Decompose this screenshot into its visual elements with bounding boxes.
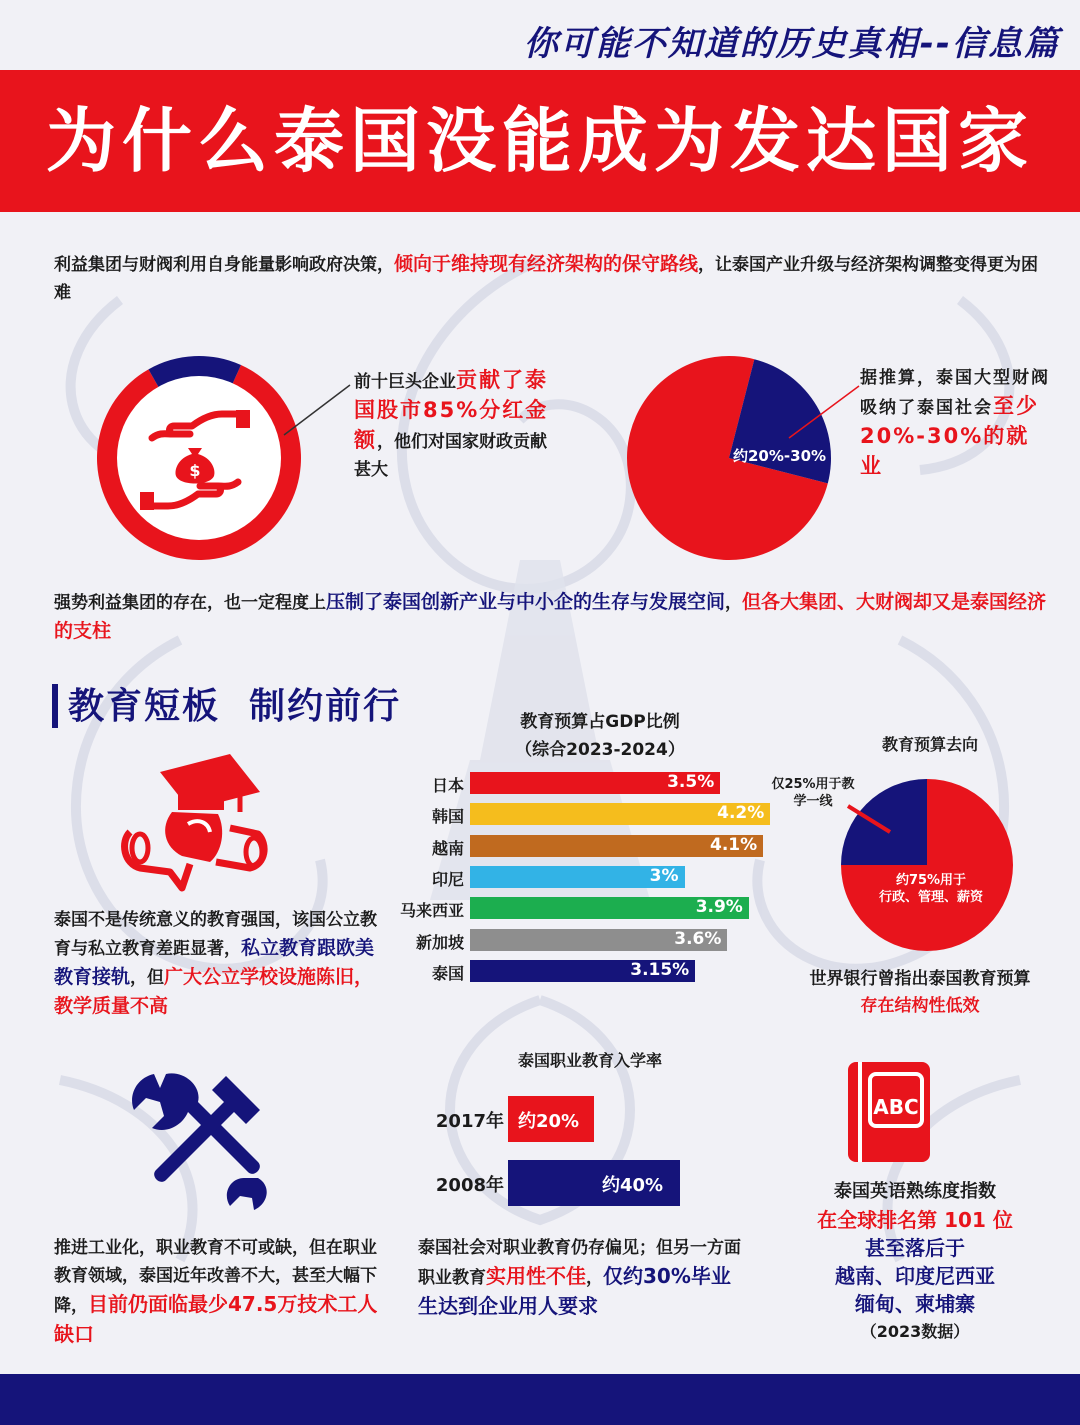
pie2-small-label: 仅25%用于教学一线 [771, 777, 855, 809]
voc-highlight: 目前仍面临最少47.5万技术工人缺口 [54, 1292, 378, 1346]
mid-highlight-navy: 压制了泰国创新产业与中小企的生存与发展空间 [326, 591, 726, 613]
vocational-year-label: 2017年 [435, 1111, 504, 1132]
voc2-highlight-red: 实用性不佳 [486, 1264, 586, 1288]
bar-category-label: 新加坡 [415, 932, 464, 952]
english-line2: 在全球排名第 101 位 [817, 1208, 1013, 1232]
voc2-text-1: 泰国社会对职业教育仍存偏见；但另一方面职业教育 [418, 1238, 741, 1288]
budget-allocation-pie-chart [840, 778, 1014, 952]
english-line1: 泰国英语熟练度指数 [834, 1181, 996, 1202]
english-proficiency-block [780, 1178, 1050, 1346]
graduation-diploma-icon [120, 752, 270, 892]
pie2-big-label [856, 872, 1006, 906]
pie1-description [860, 364, 1050, 482]
vocational-bias-paragraph [418, 1234, 748, 1322]
vocational-value-label: 约40% [602, 1175, 664, 1196]
bar-category-label: 马来西亚 [399, 901, 464, 921]
vocational-value-label: 约20% [518, 1111, 580, 1132]
edu-text-1: 泰国不是传统意义的教育强国，该国公立教育与私立教育差距显著， [54, 910, 377, 959]
pie2-title: 教育预算去向 [881, 735, 978, 754]
money-hand-icon [140, 410, 250, 510]
voc2-highlight-navy: 仅约30%毕业生达到企业用人要求 [418, 1264, 731, 1318]
wb-note-line1: 世界银行曾指出泰国教育预算 [809, 969, 1031, 989]
bar-value-label: 3.15% [630, 959, 690, 980]
intro-highlight: 倾向于维持现有经济架构的保守路线 [394, 253, 699, 275]
english-line5: 缅甸、柬埔寨 [855, 1292, 975, 1316]
pie1-slice-label: 约20%-30% [733, 447, 827, 465]
donut-text-2: ，他们对国家财政贡献甚大 [354, 432, 547, 480]
english-line3: 甚至落后于 [865, 1236, 965, 1260]
bar-value-label: 3.9% [695, 897, 743, 918]
bar-chart-title-line1: 教育预算占GDP比例 [520, 712, 680, 732]
english-line4: 越南、印度尼西亚 [835, 1264, 995, 1288]
pie2-big-label-line2: 行政、管理、薪资 [878, 890, 983, 905]
section-title: 教育短板 制约前行 [68, 686, 402, 727]
bar-chart-title-line2: （综合2023-2024） [515, 740, 685, 760]
abc-book-icon [846, 1060, 932, 1164]
voc2-text-2: ， [586, 1268, 603, 1288]
edu-highlight-red: 广大公立学校设施陈旧，教学质量不高 [54, 966, 374, 1017]
footer-bar [0, 1374, 1080, 1425]
bar-category-label: 日本 [431, 776, 464, 795]
bar-category-label: 印尼 [431, 869, 464, 889]
mid-text-1: 强势利益集团的存在，也一定程度上 [54, 593, 326, 613]
bar-chart-title [470, 708, 730, 764]
bar-category-label: 韩国 [431, 807, 464, 827]
bar-value-label: 4.1% [709, 834, 758, 855]
svg-text:$: $ [189, 461, 201, 480]
english-line6: （2023数据） [860, 1322, 970, 1341]
intro-text-2: ，让泰国产业升级与经济架构调整变得更为困难 [54, 255, 1039, 303]
bar-value-label: 3.5% [667, 772, 715, 792]
vocational-chart-title: 泰国职业教育入学率 [517, 1051, 662, 1070]
wb-note-line2: 存在结构性低效 [860, 996, 980, 1016]
intro-paragraph [54, 250, 1054, 307]
pie1-text-1: 据推算，泰国大型财阀吸纳了泰国社会 [860, 368, 1050, 418]
bar-value-label: 4.2% [717, 803, 765, 824]
edu-highlight-navy: 私立教育跟欧美教育接轨 [54, 937, 375, 988]
donut-text-1: 前十巨头企业 [354, 372, 456, 392]
pie2-big-label-line1: 约75%用于 [895, 873, 967, 888]
intro-text-1: 利益集团与财阀利用自身能量影响政府决策， [54, 255, 394, 275]
voc-text-1: 推进工业化，职业教育不可或缺，但在职业教育领域，泰国近年改善不大，甚至大幅下降， [54, 1238, 377, 1316]
wrench-hammer-icon [126, 1068, 272, 1214]
page-subtitle: 你可能不知道的历史真相--信息篇 [523, 24, 1060, 64]
vocational-paragraph [54, 1234, 384, 1350]
donut-highlight: 贡献了泰国股市85%分红金额 [354, 368, 549, 452]
education-paragraph [54, 906, 384, 1021]
vocational-year-label: 2008年 [435, 1175, 504, 1196]
edu-text-2: ，但 [130, 968, 165, 988]
bar-value-label: 3% [649, 865, 679, 886]
donut-description [354, 366, 554, 484]
abc-icon-text: ABC [873, 1095, 919, 1119]
pie1-highlight: 至少20%-30%的就业 [860, 394, 1039, 478]
section-accent-bar [52, 684, 58, 728]
bar-value-label: 3.6% [674, 928, 722, 949]
mid-highlight-red: 但各大集团、大财阀却又是泰国经济的支柱 [54, 591, 1047, 642]
mid-paragraph [54, 588, 1054, 646]
mid-text-2: ， [725, 593, 743, 613]
bar-category-label: 泰国 [431, 963, 464, 983]
world-bank-note [790, 966, 1050, 1020]
bar-category-label: 越南 [431, 838, 464, 858]
page-title: 为什么泰国没能成为发达国家 [46, 100, 1034, 182]
